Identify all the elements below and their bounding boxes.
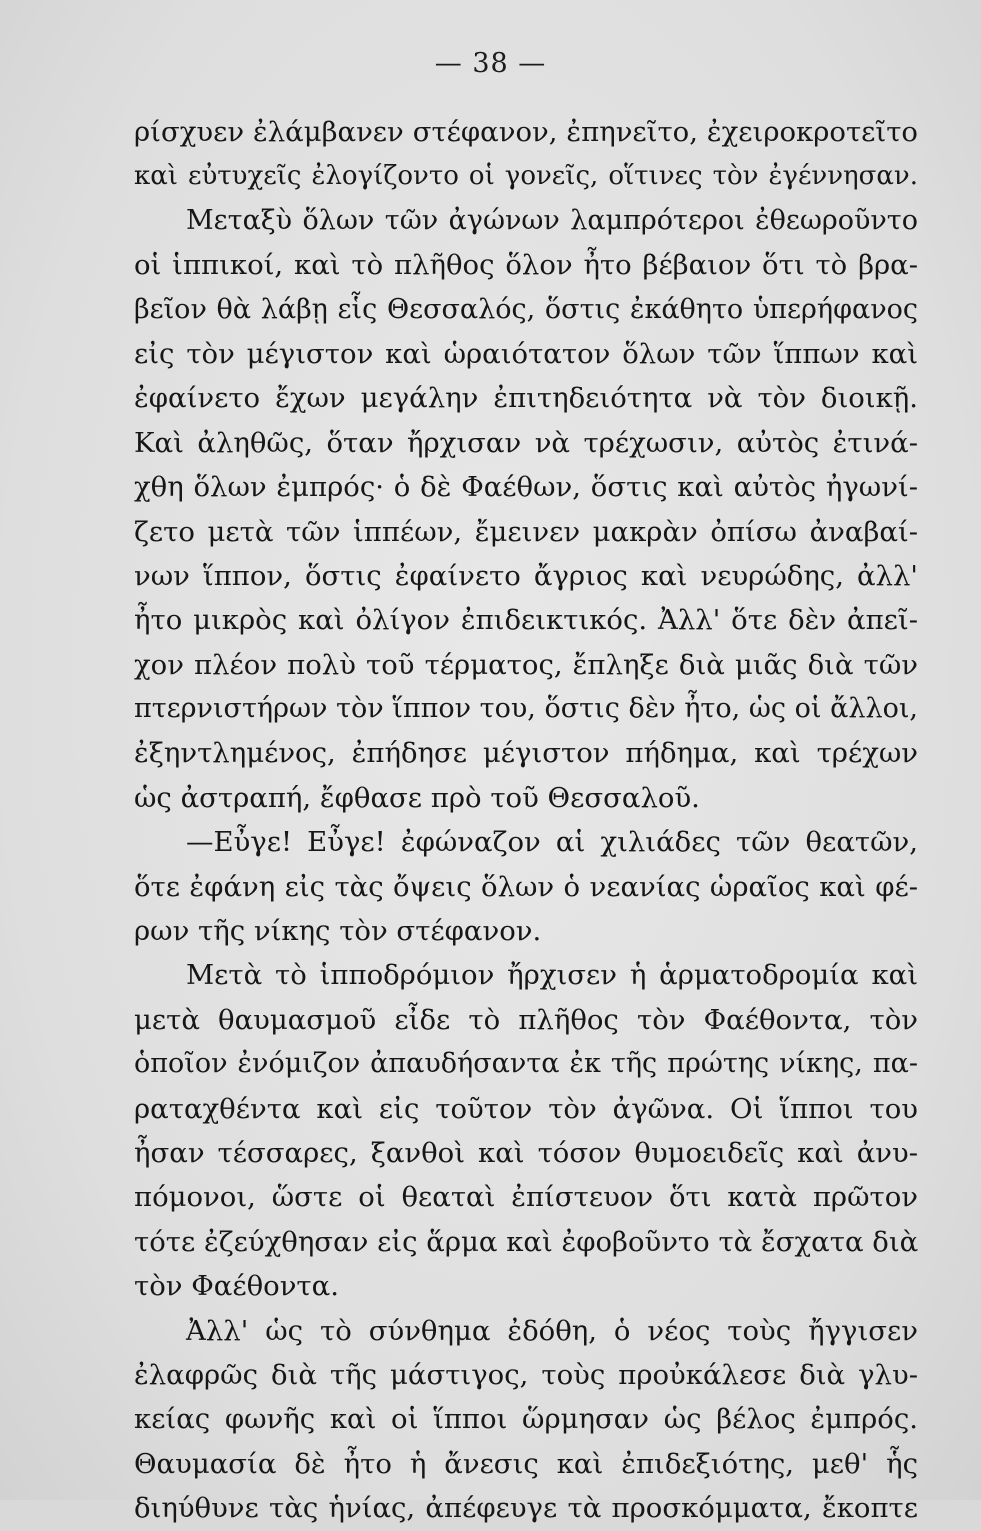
text-line: χον πλέον πολὺ τοῦ τέρματος, ἔπληξε διὰ μιᾶς διὰ τῶν xyxy=(134,648,918,681)
text-line: Μετὰ τὸ ἱπποδρόμιον ἤρχισεν ἡ ἁρματοδρομία καὶ xyxy=(186,959,918,992)
text-line: Θαυμασία δὲ ἦτο ἡ ἄνεσις καὶ ἐπιδεξιότης, μεθ' ἧς xyxy=(134,1447,918,1480)
text-line: ραταχθέντα καὶ εἰς τοῦτον τὸν ἀγῶνα. Οἱ ἵπποι του xyxy=(134,1092,918,1125)
text-line: μετὰ θαυμασμοῦ εἶδε τὸ πλῆθος τὸν Φαέθοντα, τὸν xyxy=(134,1003,918,1036)
text-line: Ἀλλ' ὡς τὸ σύνθημα ἐδόθη, ὁ νέος τοὺς ἤγγισεν xyxy=(186,1314,918,1347)
text-line: διηύθυνε τὰς ἡνίας, ἀπέφευγε τὰ προσκόμματα, ἔκοπτε xyxy=(134,1492,918,1525)
text-line: ἐξηντλημένος, ἐπήδησε μέγιστον πήδημα, καὶ τρέχων xyxy=(134,737,918,770)
text-line: ἐλαφρῶς διὰ τῆς μάστιγος, τοὺς προὐκάλεσε διὰ γλυ- xyxy=(134,1358,918,1391)
text-line: οἱ ἱππικοί, καὶ τὸ πλῆθος ὅλον ἦτο βέβαιον ὅτι τὸ βρα- xyxy=(134,249,918,282)
text-line: ζετο μετὰ τῶν ἱππέων, ἔμεινεν μακρὰν ὀπίσω ἀναβαί- xyxy=(134,515,918,548)
text-line: πόμονοι, ὥστε οἱ θεαταὶ ἐπίστευον ὅτι κατὰ πρῶτον xyxy=(134,1181,918,1214)
text-line: καὶ εὐτυχεῖς ἐλογίζοντο οἱ γονεῖς, οἵτινες τὸν ἐγέννησαν. xyxy=(134,161,918,192)
text-line: ἦτο μικρὸς καὶ ὀλίγον ἐπιδεικτικός. Ἀλλ' ὅτε δὲν ἀπεῖ- xyxy=(134,604,918,637)
text-line: χθη ὅλων ἐμπρός· ὁ δὲ Φαέθων, ὅστις καὶ αὐτὸς ἠγωνί- xyxy=(134,471,918,504)
text-line: βεῖον θὰ λάβῃ εἷς Θεσσαλός, ὅστις ἐκάθητο ὑπερήφανος xyxy=(134,293,918,325)
text-line: ρων τῆς νίκης τὸν στέφανον. xyxy=(134,915,542,948)
text-line: νων ἵππον, ὅστις ἐφαίνετο ἄγριος καὶ νευρώδης, ἀλλ' xyxy=(134,559,918,592)
text-line: πτερνιστήρων τὸν ἵππον του, ὅστις δὲν ἦτο, ὡς οἱ ἄλλοι, xyxy=(134,693,918,725)
page-number: — 38 — xyxy=(434,48,547,79)
text-line: εἰς τὸν μέγιστον καὶ ὡραιότατον ὅλων τῶν ἵππων καὶ xyxy=(134,337,918,370)
text-line: ρίσχυεν ἐλάμβανεν στέφανον, ἐπηνεῖτο, ἐχειροκροτεῖτο xyxy=(134,116,918,148)
text-line: κείας φωνῆς καὶ οἱ ἵπποι ὥρμησαν ὡς βέλος ἐμπρός. xyxy=(134,1403,918,1436)
text-line: ἐφαίνετο ἔχων μεγάλην ἐπιτηδειότητα νὰ τὸν διοικῇ. xyxy=(134,382,918,415)
body-text xyxy=(134,110,918,1531)
text-line: Καὶ ἀληθῶς, ὅταν ἤρχισαν νὰ τρέχωσιν, αὐτὸς ἐτινά- xyxy=(134,426,918,459)
text-line: τὸν Φαέθοντα. xyxy=(134,1270,339,1303)
text-line: τότε ἐζεύχθησαν εἰς ἅρμα καὶ ἐφοβοῦντο τὰ ἔσχατα διὰ xyxy=(134,1225,919,1258)
text-line: ὁποῖον ἐνόμιζον ἀπαυδήσαντα ἐκ τῆς πρώτης νίκης, πα- xyxy=(134,1048,918,1080)
text-line: ὡς ἀστραπή, ἔφθασε πρὸ τοῦ Θεσσαλοῦ. xyxy=(134,781,700,814)
text-line: ἦσαν τέσσαρες, ξανθοὶ καὶ τόσον θυμοειδεῖς καὶ ἀνυ- xyxy=(134,1136,918,1169)
text-line: Μεταξὺ ὅλων τῶν ἀγώνων λαμπρότεροι ἐθεωροῦντο xyxy=(186,204,918,236)
text-line: ὅτε ἐφάνη εἰς τὰς ὄψεις ὅλων ὁ νεανίας ὡραῖος καὶ φέ- xyxy=(134,870,918,903)
text-line: —Εὖγε! Εὖγε! ἐφώναζον αἱ χιλιάδες τῶν θεατῶν, xyxy=(186,826,918,859)
